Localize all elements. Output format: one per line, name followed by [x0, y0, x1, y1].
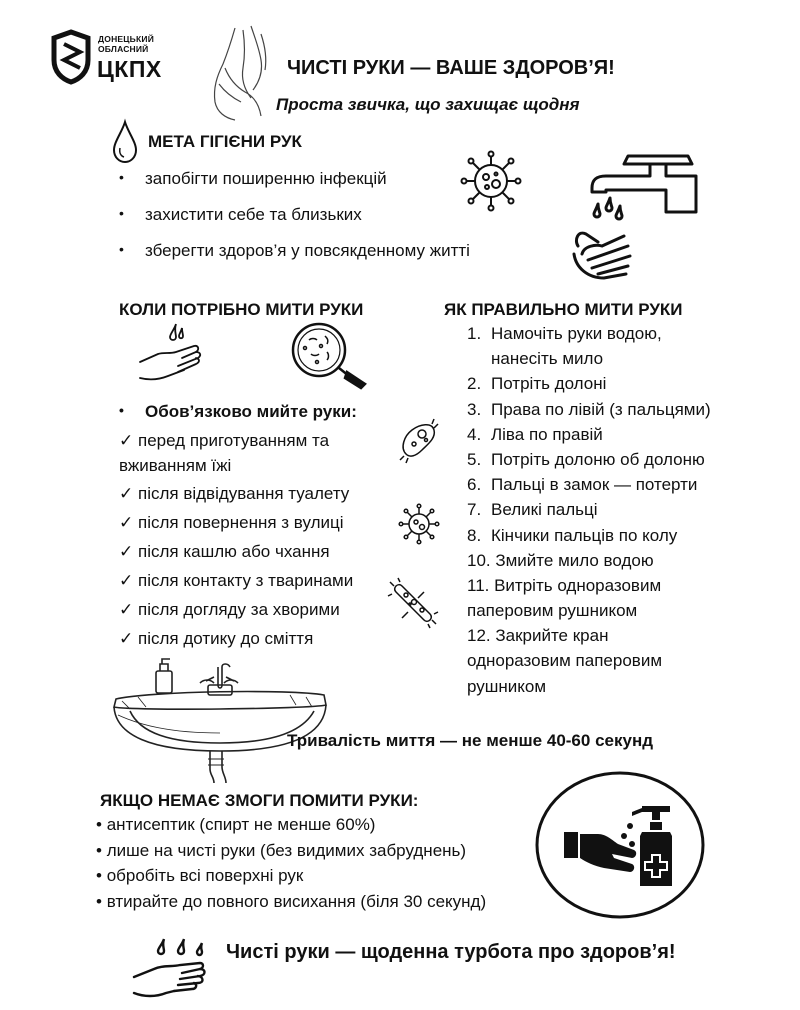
- magnifier-bacteria-icon: [283, 322, 373, 388]
- faucet-handwash-icon: [570, 150, 710, 285]
- list-item: 4. Ліва по правій: [467, 424, 603, 444]
- list-item: ✓ після контакту з тваринами: [119, 571, 354, 590]
- bacillus-icon: [388, 578, 440, 630]
- list-item: 10. Змийте мило водою: [467, 550, 654, 570]
- list-item: 7. Великі пальці: [467, 500, 598, 520]
- list-item: нанесіть мило: [491, 349, 604, 369]
- footer-text: Чисті руки — щоденна турбота про здоров’я!: [226, 941, 676, 963]
- list-item: • запобігти поширенню інфекцій: [145, 169, 470, 205]
- list-item: 12. Закрийте кран: [467, 626, 609, 646]
- page-subtitle: Проста звичка, що захищає щодня: [276, 95, 580, 114]
- list-item: 8. Кінчики пальців по колу: [467, 525, 678, 545]
- check-icon: ✓: [119, 571, 134, 590]
- logo: [48, 28, 168, 88]
- list-item: рушником: [467, 676, 547, 696]
- check-icon: ✓: [119, 513, 134, 532]
- virus-icon: [460, 150, 522, 212]
- list-item: • зберегти здоров’я у повсякденному житті: [145, 241, 470, 261]
- sink-icon: [110, 655, 335, 785]
- check-icon: ✓: [119, 484, 134, 503]
- check-icon: ✓: [119, 629, 134, 648]
- list-item: одноразовим паперовим: [467, 651, 663, 671]
- list-item: • захистити себе та близьких: [145, 205, 470, 241]
- list-item: • антисептик (спирт не менше 60%): [96, 815, 376, 834]
- goal-list: [145, 169, 470, 261]
- when-check-list: [119, 431, 353, 658]
- alternative-heading: ЯКЩО НЕМАЄ ЗМОГИ ПОМИТИ РУКИ:: [100, 791, 419, 810]
- how-steps-list: [467, 324, 711, 702]
- hands-sketch-icon: [205, 24, 275, 124]
- page-title: ЧИСТІ РУКИ — ВАШЕ ЗДОРОВ’Я!: [287, 57, 615, 79]
- must-wash-label: • Обов’язково мийте руки:: [145, 402, 357, 422]
- list-item: ✓ після відвідування туалету: [119, 484, 350, 503]
- logo-shield-icon: [50, 30, 92, 84]
- check-icon: ✓: [119, 542, 134, 561]
- when-heading: КОЛИ ПОТРІБНО МИТИ РУКИ: [119, 300, 364, 319]
- list-item: 3. Права по лівій (з пальцями): [467, 399, 711, 419]
- logo-line2: ОБЛАСНИЙ: [98, 44, 149, 54]
- water-drop-icon: [112, 120, 138, 164]
- list-item: 5. Потріть долоню об долоню: [467, 449, 705, 469]
- list-item: ✓ перед приготуванням та: [119, 431, 330, 450]
- list-item: 1. Намочіть руки водою,: [467, 324, 662, 343]
- alternative-list: [96, 815, 486, 917]
- list-item: ✓ після кашлю або чхання: [119, 542, 330, 561]
- check-icon: ✓: [119, 600, 134, 619]
- must-wash-list: [145, 402, 357, 422]
- list-item: • обробіть всі поверхні рук: [96, 866, 304, 885]
- duration-text: Тривалість миття — не менше 40-60 секунд: [287, 731, 653, 750]
- list-item: 6. Пальці в замок — потерти: [467, 475, 698, 495]
- goal-heading: МЕТА ГІГІЄНИ РУК: [148, 132, 302, 151]
- list-item: 2. Потріть долоні: [467, 374, 607, 394]
- list-item: паперовим рушником: [467, 601, 638, 621]
- list-item: ✓ після дотику до сміття: [119, 629, 314, 648]
- hand-drop-icon: [138, 322, 206, 384]
- list-item: ✓ після повернення з вулиці: [119, 513, 344, 532]
- footer-hand-drops-icon: [130, 935, 216, 1003]
- bacteria-icon: [398, 418, 440, 464]
- list-item: ✓ після догляду за хворими: [119, 600, 340, 619]
- list-item: • лише на чисті руки (без видимих забруднень): [96, 840, 467, 860]
- logo-name: ЦКПХ: [97, 56, 162, 82]
- virus-small-icon: [398, 503, 440, 545]
- logo-line1: ДОНЕЦЬКИЙ: [98, 34, 154, 44]
- hand-sanitizer-icon: [534, 770, 706, 920]
- list-item: вживанням їжі: [119, 456, 232, 475]
- list-item: 11. Витріть одноразовим: [467, 575, 662, 595]
- list-item: • втирайте до повного висихання (біля 30 секунд): [96, 891, 487, 911]
- check-icon: ✓: [119, 431, 134, 450]
- how-heading: ЯК ПРАВИЛЬНО МИТИ РУКИ: [444, 300, 683, 319]
